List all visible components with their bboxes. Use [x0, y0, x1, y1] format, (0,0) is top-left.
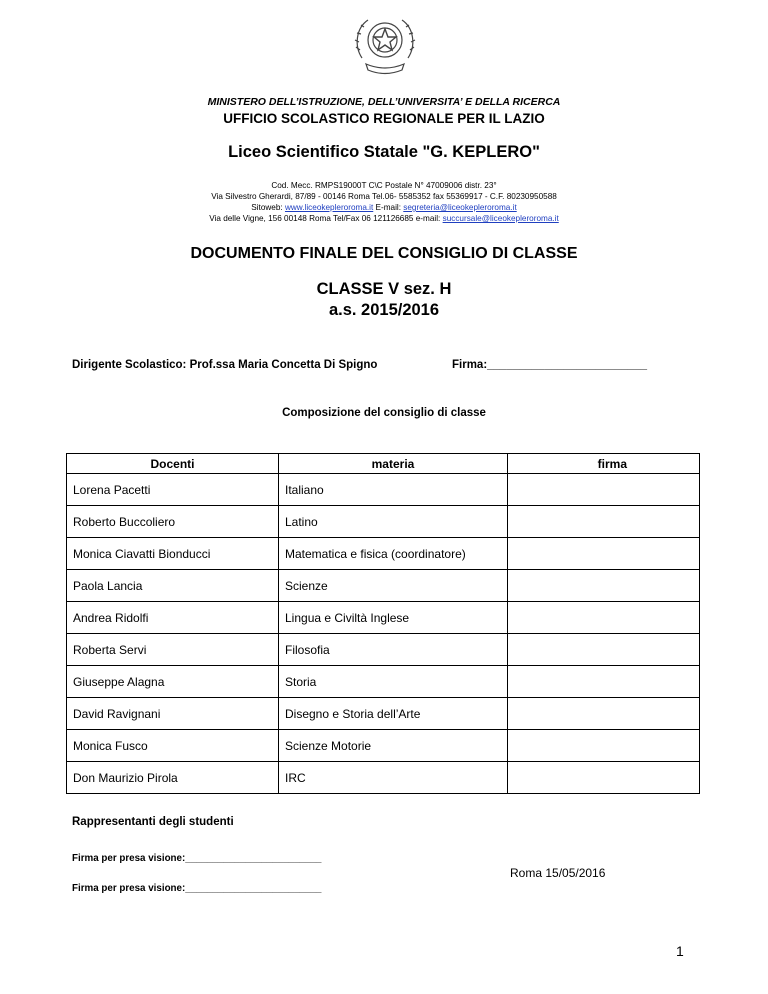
place-and-date: Roma 15/05/2016 [510, 866, 606, 880]
table-row [67, 506, 700, 538]
table-header-row [67, 454, 700, 474]
website-link[interactable]: www.liceokepleroroma.it [284, 203, 374, 212]
teacher-name: Monica Ciavatti Bionducci [67, 538, 279, 570]
email-label: E-mail: [373, 203, 404, 212]
signature-cell [508, 762, 700, 794]
subject: Italiano [279, 474, 508, 506]
signature-cell [508, 666, 700, 698]
teacher-name: Paola Lancia [67, 570, 279, 602]
branch-address-line [0, 213, 768, 224]
email-link[interactable]: segreteria@liceokepleroroma.it [403, 203, 517, 212]
page-number: 1 [676, 943, 684, 959]
signature-cell [508, 538, 700, 570]
class-label: CLASSE V sez. H [316, 280, 452, 298]
signature-cell [508, 634, 700, 666]
signature-cell [508, 506, 700, 538]
student-signature-line-1: Firma per presa visione:_________________________ [72, 853, 322, 864]
teacher-name: Monica Fusco [67, 730, 279, 762]
subject: IRC [279, 762, 508, 794]
student-representatives-heading: Rappresentanti degli studenti [72, 816, 234, 828]
signature-cell [508, 570, 700, 602]
branch-address: Via delle Vigne, 156 00148 Roma Tel/Fax 06 121126685 e-mail: [209, 214, 443, 223]
table-row [67, 762, 700, 794]
subject: Filosofia [279, 634, 508, 666]
teacher-name: Lorena Pacetti [67, 474, 279, 506]
header-materia: materia [279, 454, 508, 474]
council-table [66, 453, 700, 794]
table-row [67, 474, 700, 506]
table-row [67, 634, 700, 666]
teacher-name: Roberto Buccoliero [67, 506, 279, 538]
subject: Matematica e fisica (coordinatore) [279, 538, 508, 570]
branch-email-link[interactable]: succursale@liceokepleroroma.it [442, 214, 559, 223]
subject: Disegno e Storia dell’Arte [279, 698, 508, 730]
subject: Scienze Motorie [279, 730, 508, 762]
school-name: Liceo Scientifico Statale "G. KEPLERO" [228, 143, 540, 161]
student-signature-line-2: Firma per presa visione:_________________________ [72, 883, 322, 894]
subject: Storia [279, 666, 508, 698]
subject: Latino [279, 506, 508, 538]
italian-republic-emblem-icon [352, 10, 418, 80]
teacher-name: Andrea Ridolfi [67, 602, 279, 634]
table-row [67, 730, 700, 762]
subject: Scienze [279, 570, 508, 602]
table-row [67, 698, 700, 730]
ministry-name: MINISTERO DELL’ISTRUZIONE, DELL’UNIVERSITA’ E DELLA RICERCA [207, 96, 561, 108]
principal-name: Dirigente Scolastico: Prof.ssa Maria Concetta Di Spigno [72, 359, 378, 371]
school-address-line: Via Silvestro Gherardi, 87/89 - 00146 Roma Tel.06- 5585352 fax 55369917 - C.F. 80230950588 [211, 192, 557, 201]
school-year: a.s. 2015/2016 [328, 301, 440, 319]
principal-signature-line: Firma:_________________________ [452, 359, 648, 371]
header-docenti: Docenti [67, 454, 279, 474]
teacher-name: Don Maurizio Pirola [67, 762, 279, 794]
subject: Lingua e Civiltà Inglese [279, 602, 508, 634]
signature-cell [508, 698, 700, 730]
school-code-line: Cod. Mecc. RMPS19000T C\C Postale N° 47009006 distr. 23° [271, 181, 497, 190]
header-firma: firma [508, 454, 700, 474]
teacher-name: David Ravignani [67, 698, 279, 730]
table-row [67, 538, 700, 570]
regional-office-name: UFFICIO SCOLASTICO REGIONALE PER IL LAZIO [223, 111, 545, 126]
web-label: Sitoweb: [251, 203, 285, 212]
table-row [67, 602, 700, 634]
signature-cell [508, 474, 700, 506]
document-title: DOCUMENTO FINALE DEL CONSIGLIO DI CLASSE [190, 245, 578, 262]
teacher-name: Giuseppe Alagna [67, 666, 279, 698]
signature-cell [508, 602, 700, 634]
signature-cell [508, 730, 700, 762]
school-web-line [0, 202, 768, 213]
table-row [67, 666, 700, 698]
table-row [67, 570, 700, 602]
composition-title: Composizione del consiglio di classe [282, 407, 486, 419]
teacher-name: Roberta Servi [67, 634, 279, 666]
